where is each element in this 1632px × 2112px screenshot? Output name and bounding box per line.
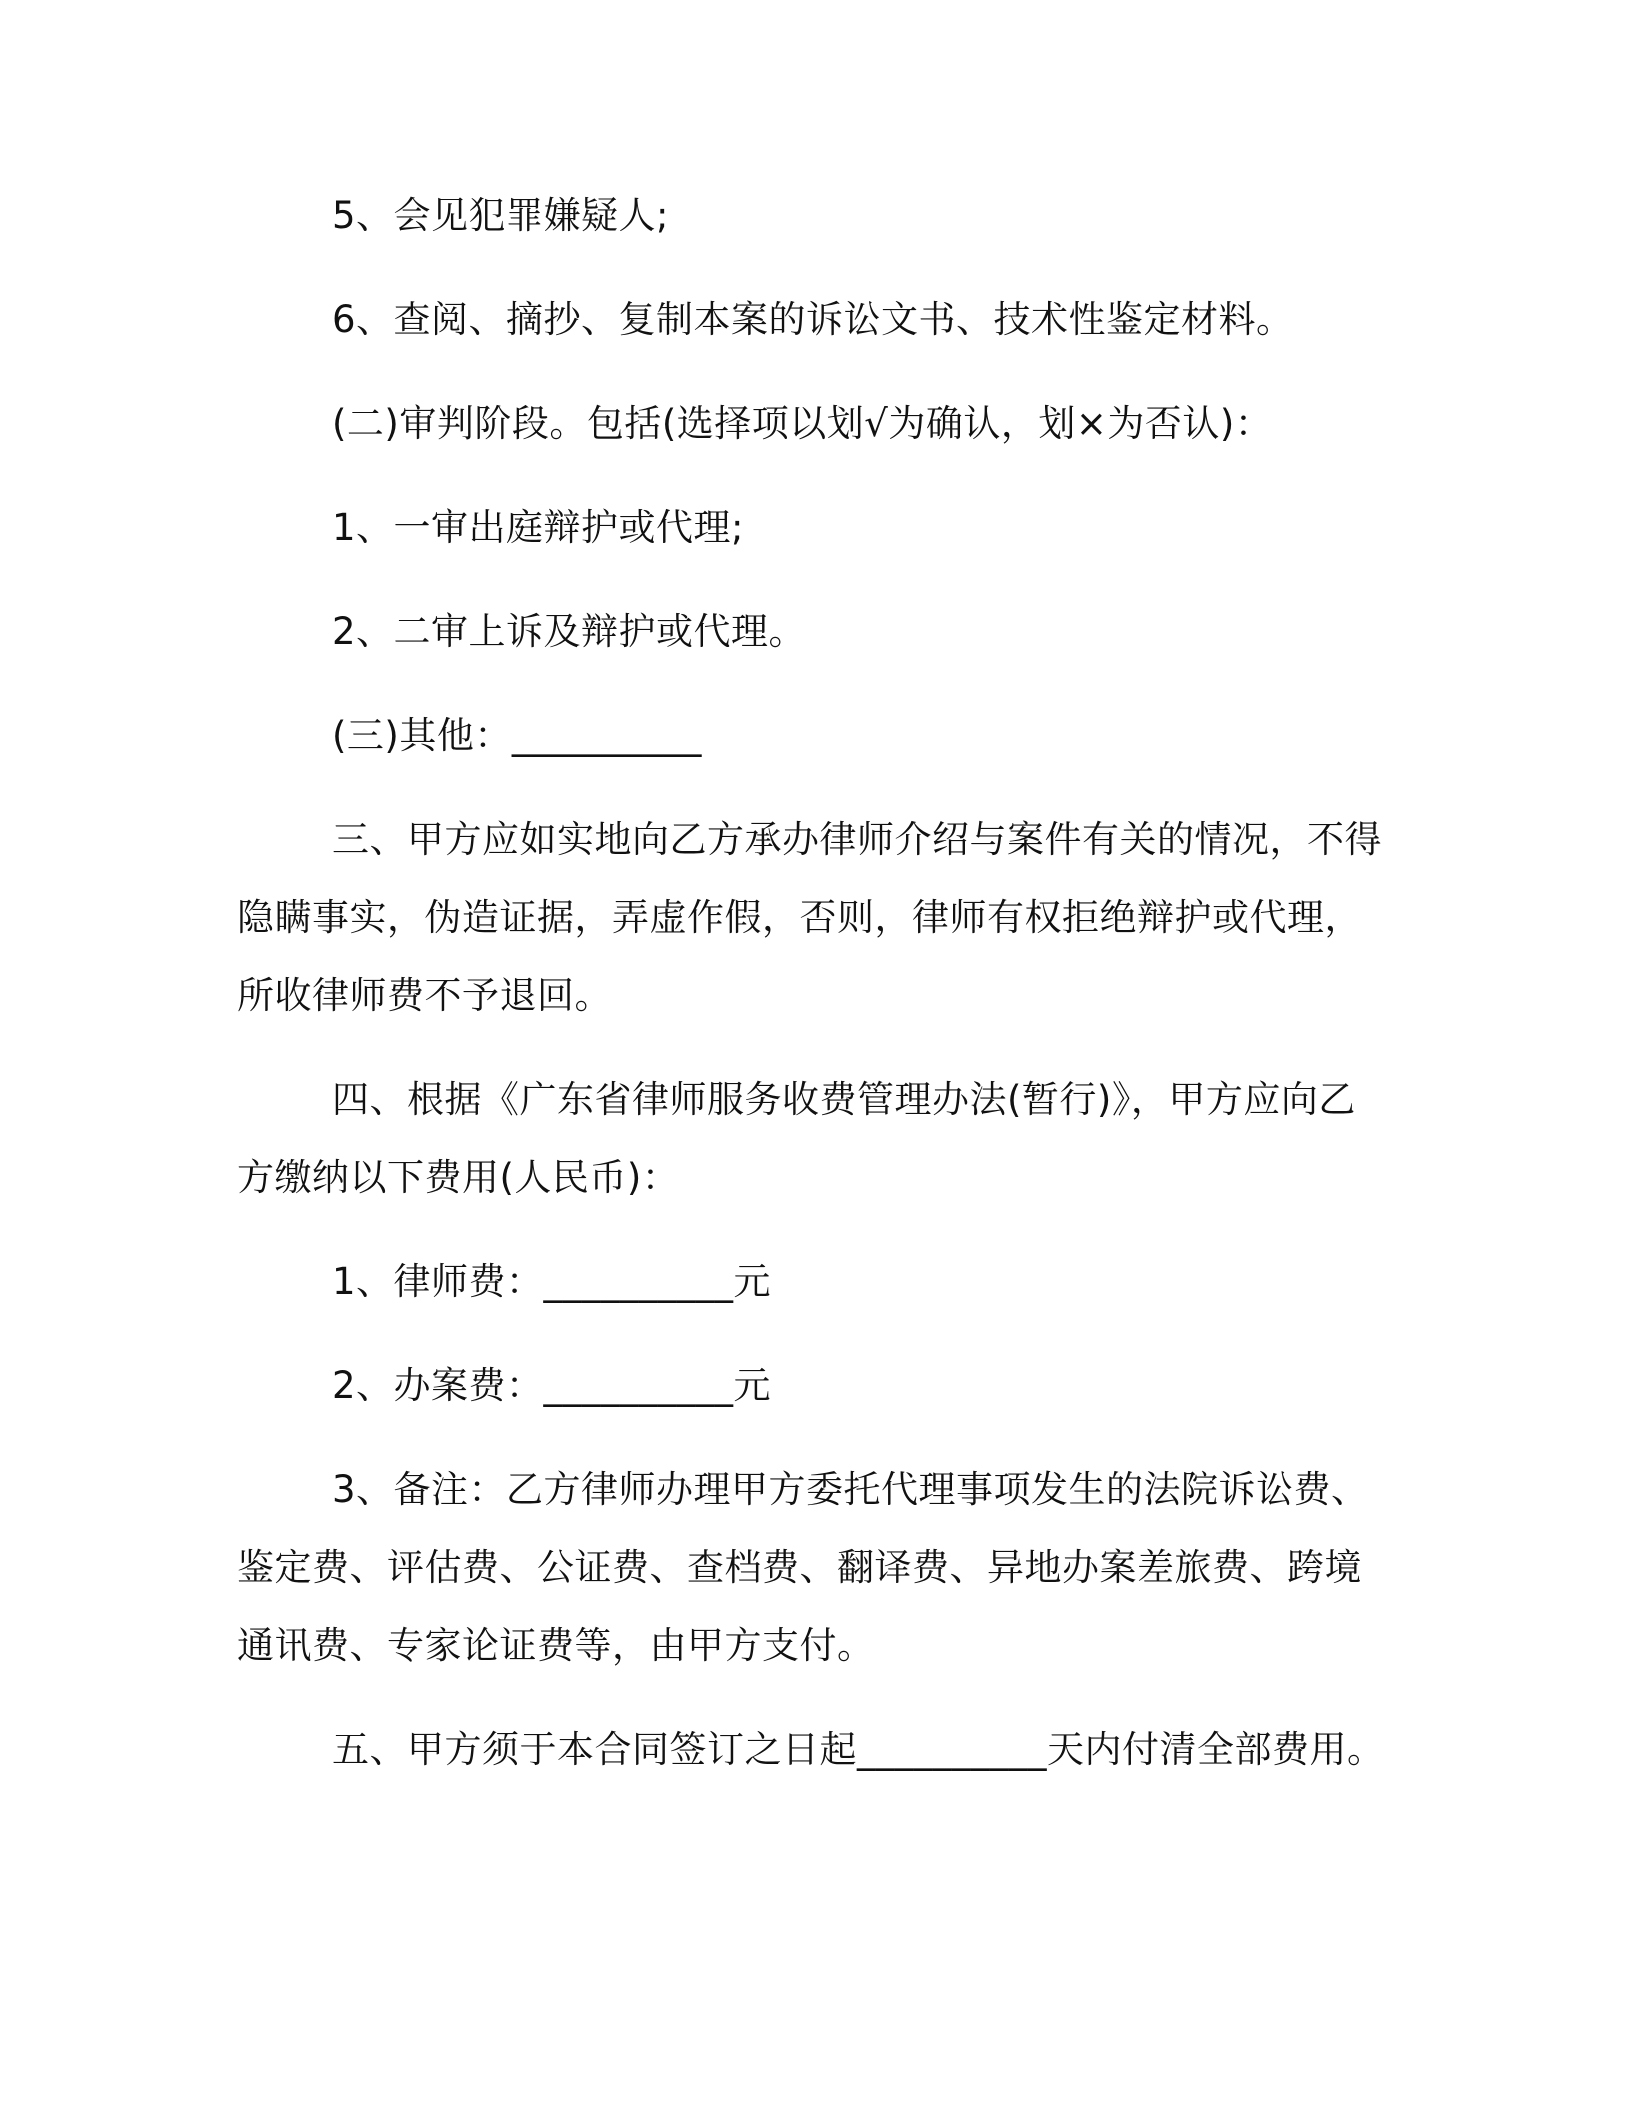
item-review-documents: 6、查阅、摘抄、复制本案的诉讼文书、技术性鉴定材料。 (332, 298, 1294, 341)
clause-five: 五、甲方须于本合同签订之日起__________天内付清全部费用。 (332, 1728, 1385, 1771)
item-second-instance: 2、二审上诉及辩护或代理。 (332, 610, 807, 653)
item-case-handling-fee: 2、办案费：__________元 (332, 1364, 772, 1407)
item-lawyer-fee: 1、律师费：__________元 (332, 1260, 772, 1303)
section-trial-stage: (二)审判阶段。包括(选择项以划√为确认，划×为否认)： (332, 402, 1273, 445)
item-remarks-line-1: 3、备注：乙方律师办理甲方委托代理事项发生的法院诉讼费、 (332, 1468, 1369, 1511)
item-meet-suspect: 5、会见犯罪嫌疑人; (332, 194, 670, 237)
item-first-instance: 1、一审出庭辩护或代理; (332, 506, 745, 549)
clause-three-line-2: 隐瞒事实，伪造证据，弄虚作假，否则，律师有权拒绝辩护或代理， (237, 896, 1362, 939)
clause-four-line-1: 四、根据《广东省律师服务收费管理办法(暂行)》，甲方应向乙 (332, 1078, 1356, 1121)
item-remarks-line-3: 通讯费、专家论证费等，由甲方支付。 (237, 1624, 875, 1667)
clause-four-line-2: 方缴纳以下费用(人民币)： (237, 1156, 680, 1199)
clause-three-line-3: 所收律师费不予退回。 (237, 974, 612, 1017)
item-remarks-line-2: 鉴定费、评估费、公证费、查档费、翻译费、异地办案差旅费、跨境 (237, 1546, 1362, 1589)
clause-three-line-1: 三、甲方应如实地向乙方承办律师介绍与案件有关的情况，不得 (332, 818, 1382, 861)
section-other: (三)其他：__________ (332, 714, 702, 757)
